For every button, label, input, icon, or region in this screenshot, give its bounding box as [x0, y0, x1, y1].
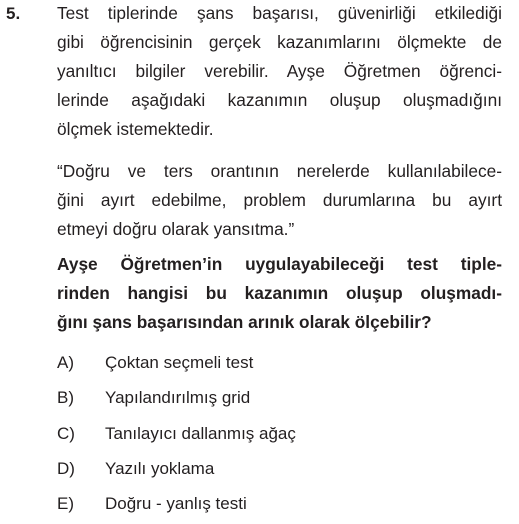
option-letter: C)	[57, 424, 75, 443]
option-letter: E)	[57, 494, 74, 513]
question-number: 5.	[6, 4, 21, 23]
stem-line: gibi öğrencisinin gerçek kazanımlarını ölçmekte de	[57, 32, 502, 52]
stem-line: lerinde aşağıdaki kazanımın oluşup oluşmadığını	[57, 90, 502, 110]
option-text: Tanılayıcı dallanmış ağaç	[105, 424, 296, 443]
option-text: Yapılandırılmış grid	[105, 388, 251, 407]
option-text: Doğru - yanlış testi	[105, 494, 247, 513]
option-letter: B)	[57, 388, 74, 407]
option-d[interactable]	[57, 455, 214, 483]
prompt-line: ğını şans başarısından arınık olarak ölçebilir?	[57, 312, 432, 332]
prompt-line: Ayşe Öğretmen’in uygulayabileceği test tiple-	[57, 254, 502, 274]
option-letter: D)	[57, 459, 75, 478]
stem-line: ölçmek istemektedir.	[57, 119, 214, 139]
option-c[interactable]	[57, 420, 296, 448]
quote-line: “Doğru ve ters orantının nerelerde kullanılabilece-	[57, 161, 502, 181]
option-a[interactable]	[57, 349, 253, 377]
prompt-line: rinden hangisi bu kazanımın oluşup oluşmadı-	[57, 283, 502, 303]
stem-line: yanıltıcı bilgiler verebilir. Ayşe Öğretmen öğrenci-	[57, 61, 502, 81]
quote-line: ğini ayırt edebilme, problem durumlarına bu ayırt	[57, 190, 502, 210]
option-e[interactable]	[57, 490, 247, 518]
option-text: Yazılı yoklama	[105, 459, 215, 478]
option-text: Çoktan seçmeli test	[105, 353, 254, 372]
option-letter: A)	[57, 353, 74, 372]
stem-line: Test tiplerinde şans başarısı, güvenirliği etkilediği	[57, 3, 502, 23]
option-b[interactable]	[57, 384, 250, 412]
quote-line: etmeyi doğru olarak yansıtma.”	[57, 219, 295, 239]
